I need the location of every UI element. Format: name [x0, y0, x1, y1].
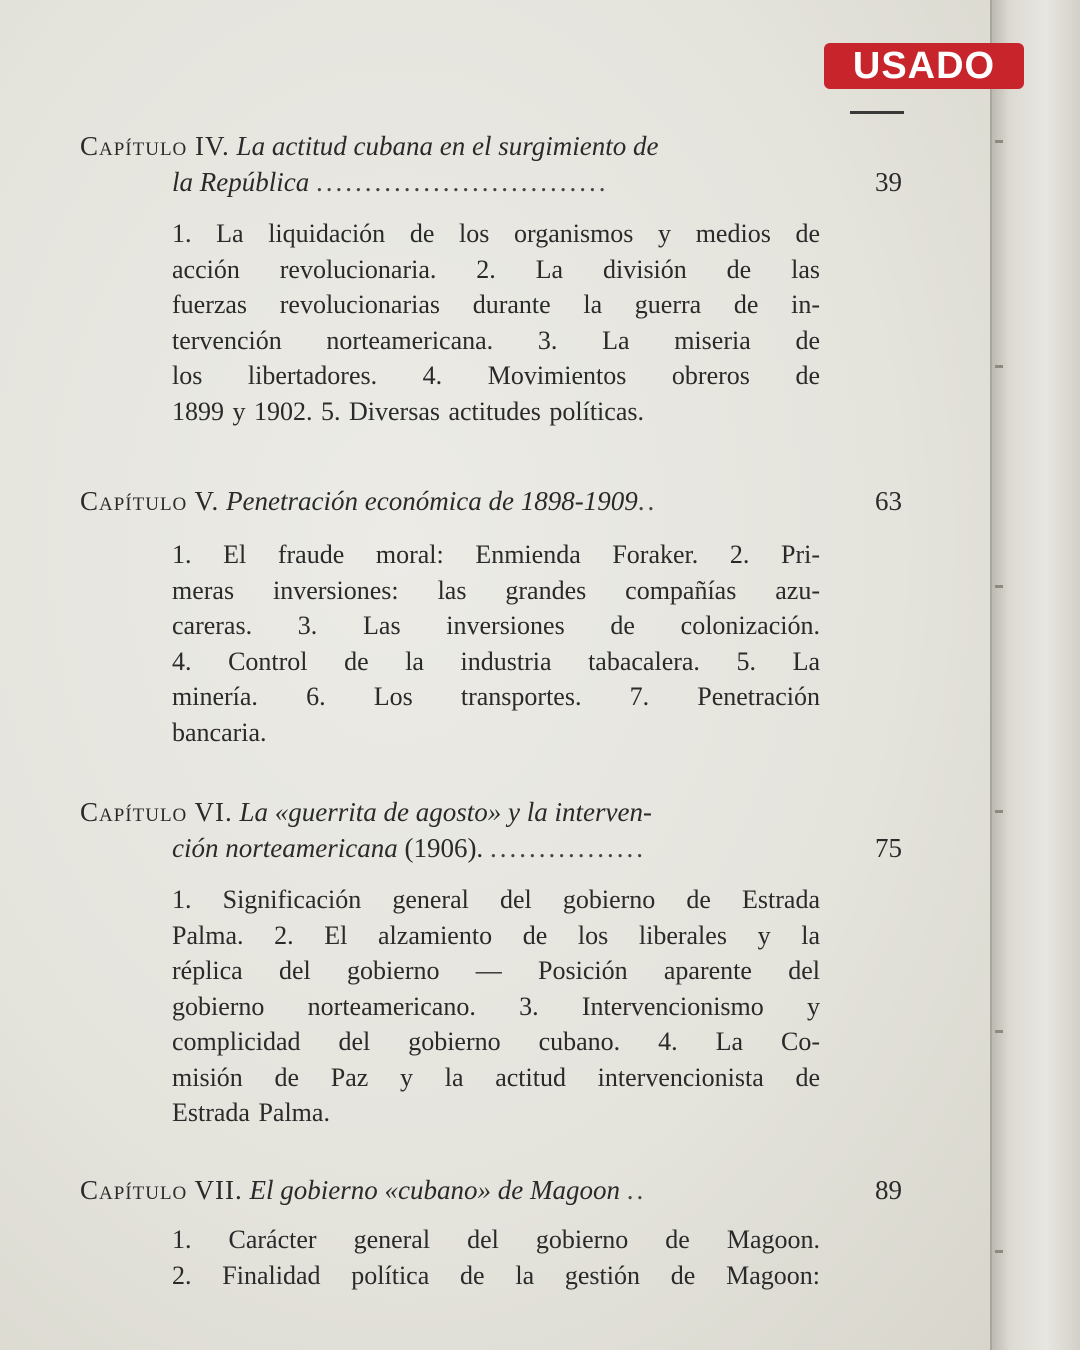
spine-stitch: [995, 140, 1003, 143]
summary-line: 1899 y 1902. 5. Diversas actitudes políticas.: [172, 396, 644, 426]
chapter-year: (1906).: [404, 833, 484, 863]
summary-line: 1. Carácter general del gobierno de Magoon.: [172, 1225, 820, 1254]
chapter-heading: [80, 1172, 820, 1208]
page-number: 75: [875, 833, 902, 863]
chapter-label: Capítulo VII.: [80, 1175, 243, 1205]
chapter-heading: [80, 483, 820, 519]
spine-stitch: [995, 365, 1003, 368]
leader-dots: ..: [626, 1175, 647, 1205]
summary-line: acción revolucionaria. 2. La división de las: [172, 254, 820, 284]
chapter-heading: [80, 794, 820, 866]
used-badge: USADO: [824, 43, 1024, 89]
toc-chapter-6: [80, 794, 902, 1131]
summary-line: Estrada Palma.: [172, 1098, 330, 1127]
summary-line: misión de Paz y la actitud intervencionista de: [172, 1062, 820, 1092]
summary-line: 1. La liquidación de los organismos y medios de: [172, 219, 820, 248]
summary-line: tervención norteamericana. 3. La miseria de: [172, 325, 820, 355]
chapter-summary: [172, 216, 820, 429]
toc-chapter-7: [80, 1172, 902, 1293]
spine-stitch: [995, 585, 1003, 588]
summary-line: gobierno norteamericano. 3. Intervencionismo y: [172, 991, 820, 1021]
chapter-title: Penetración económica de 1898-1909: [226, 486, 638, 516]
chapter-heading: [80, 128, 820, 200]
leader-dots: ..............................: [315, 167, 609, 197]
leader-dots: ................: [489, 833, 646, 863]
chapter-title-cont: ción norteamericana: [172, 833, 398, 863]
page-number: 63: [875, 486, 902, 516]
page-number: 39: [875, 167, 902, 197]
spine-stitch: [995, 1030, 1003, 1033]
summary-line: Palma. 2. El alzamiento de los liberales y la: [172, 920, 820, 950]
summary-line: réplica del gobierno — Posición aparente del: [172, 956, 820, 985]
toc-chapter-5: [80, 483, 902, 750]
summary-line: 4. Control de la industria tabacalera. 5. La: [172, 646, 820, 676]
toc-chapter-4: [80, 128, 902, 429]
summary-line: meras inversiones: las grandes compañías azu-: [172, 575, 820, 605]
spine-stitch: [995, 810, 1003, 813]
chapter-summary: [172, 882, 820, 1131]
page-number: 89: [875, 1175, 902, 1205]
leader-dots: ..: [637, 486, 658, 516]
summary-line: fuerzas revolucionarias durante la guerra de in-: [172, 290, 820, 319]
chapter-title: La «guerrita de agosto» y la interven-: [239, 797, 652, 827]
summary-line: bancaria.: [172, 717, 267, 747]
page-rule: [850, 111, 904, 114]
summary-line: minería. 6. Los transportes. 7. Penetración: [172, 682, 820, 711]
chapter-label: Capítulo IV.: [80, 131, 230, 161]
summary-line: 2. Finalidad política de la gestión de Magoon:: [172, 1260, 820, 1290]
chapter-title: El gobierno «cubano» de Magoon: [249, 1175, 620, 1205]
summary-line: complicidad del gobierno cubano. 4. La Co-: [172, 1027, 820, 1056]
chapter-summary: [172, 1222, 820, 1293]
chapter-label: Capítulo V.: [80, 486, 220, 516]
summary-line: los libertadores. 4. Movimientos obreros de: [172, 361, 820, 390]
spine-stitch: [995, 1250, 1003, 1253]
summary-line: careras. 3. Las inversiones de colonización.: [172, 611, 820, 640]
book-spine: [990, 0, 1080, 1350]
chapter-summary: [172, 537, 820, 750]
chapter-title: La actitud cubana en el surgimiento de: [236, 131, 659, 161]
summary-line: 1. Significación general del gobierno de Estrada: [172, 885, 820, 914]
summary-line: 1. El fraude moral: Enmienda Foraker. 2. Pri-: [172, 540, 820, 569]
chapter-title-cont: la República: [172, 167, 310, 197]
chapter-label: Capítulo VI.: [80, 797, 233, 827]
